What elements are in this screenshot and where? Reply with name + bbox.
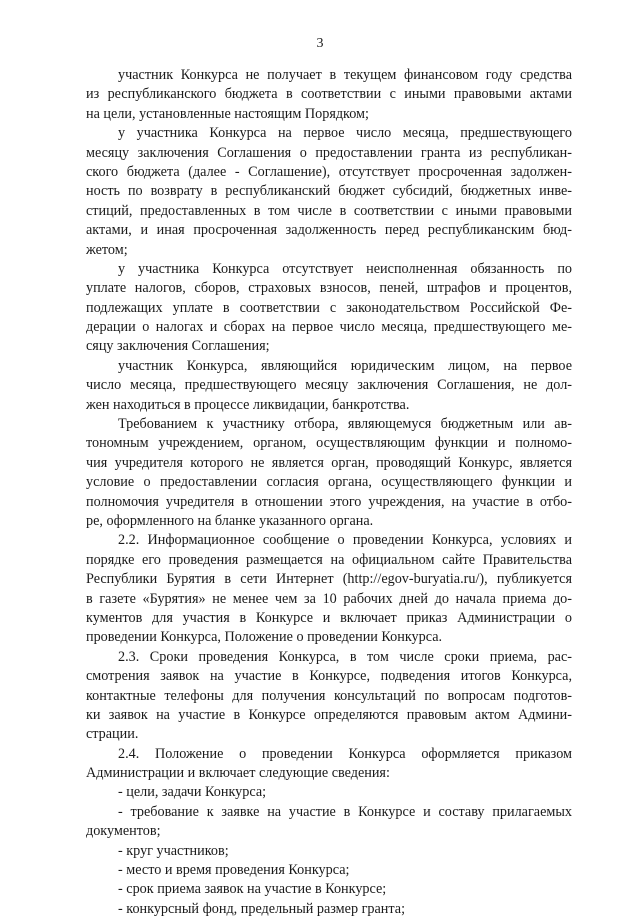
text-line: ность по возврату в республиканский бюджет субсидий, бюджетных инве- bbox=[86, 183, 572, 200]
text-line: участник Конкурса, являющийся юридическим лицом, на первое bbox=[118, 357, 572, 374]
text-line: Администрации и включает следующие сведения: bbox=[86, 765, 390, 782]
text-line: ки заявок на участие в Конкурсе определяются правовым актом Админи- bbox=[86, 706, 572, 723]
text-line: из республиканского бюджета в соответствии с иными правовыми актами bbox=[86, 86, 572, 103]
text-line: смотрения заявок на участие в Конкурсе, подведения итогов Конкурса, bbox=[86, 668, 572, 685]
text-line: - цели, задачи Конкурса; bbox=[118, 784, 267, 801]
text-line: полномочия учредителя в отношении этого учреждения, на участие в отбо- bbox=[86, 493, 572, 510]
text-line: жетом; bbox=[86, 241, 128, 258]
text-line: жен находиться в процессе ликвидации, банкротства. bbox=[86, 396, 410, 413]
text-line: - круг участников; bbox=[118, 842, 229, 859]
text-line: ского бюджета (далее - Соглашение), отсутствует просроченная задолжен- bbox=[86, 163, 572, 180]
text-line: в газете «Бурятия» не менее чем за 10 рабочих дней до начала приема до- bbox=[86, 590, 572, 607]
text-line: порядке его проведения размещается на официальном сайте Правительства bbox=[86, 551, 572, 568]
text-line: участник Конкурса не получает в текущем финансовом году средства bbox=[118, 67, 572, 83]
text-line: 2.4. Положение о проведении Конкурса оформляется приказом bbox=[118, 745, 572, 762]
text-line: сяцу заключения Соглашения; bbox=[86, 338, 270, 355]
text-line: проведении Конкурса, Положение о проведении Конкурса. bbox=[86, 629, 443, 646]
text-line: месяцу заключения Соглашения о предоставлении гранта из республикан- bbox=[86, 144, 572, 161]
text-line: 2.3. Сроки проведения Конкурса, в том числе сроки приема, рас- bbox=[118, 648, 572, 665]
text-line: тономным учреждением, органом, осуществляющим функции и полномо- bbox=[86, 435, 572, 452]
text-line: чия учредителя которого не является орган, проводящий Конкурс, является bbox=[86, 454, 572, 471]
text-line: - конкурсный фонд, предельный размер гранта; bbox=[118, 900, 406, 917]
text-line: на цели, установленные настоящим Порядком; bbox=[86, 105, 369, 122]
text-line: Республики Бурятия в сети Интернет (http://egov-buryatia.ru/), публикуется bbox=[86, 571, 572, 588]
page-number: 3 bbox=[316, 36, 324, 51]
text-line: Требованием к участнику отбора, являющемуся бюджетным или ав- bbox=[118, 416, 572, 433]
text-line: страции. bbox=[86, 726, 139, 743]
document-body bbox=[86, 66, 572, 919]
text-line: - место и время проведения Конкурса; bbox=[118, 862, 350, 879]
text-line: число месяца, предшествующего месяцу заключения Соглашения, не дол- bbox=[86, 377, 572, 394]
text-line: условие о предоставлении согласия органа, осуществляющего функции и bbox=[86, 474, 572, 491]
text-line: у участника Конкурса на первое число месяца, предшествующего bbox=[118, 125, 572, 142]
text-line: 2.2. Информационное сообщение о проведении Конкурса, условиях и bbox=[118, 532, 572, 549]
text-line: документов; bbox=[86, 823, 161, 840]
text-line: - требование к заявке на участие в Конкурсе и составу прилагаемых bbox=[118, 803, 572, 820]
text-line: ре, оформленного на бланке указанного органа. bbox=[86, 512, 374, 529]
text-line: подлежащих уплате в соответствии с законодательством Российской Фе- bbox=[86, 299, 572, 316]
text-line: дерации о налогах и сборах на первое число месяца, предшествующего ме- bbox=[86, 319, 572, 336]
text-line: у участника Конкурса отсутствует неисполненная обязанность по bbox=[118, 260, 572, 277]
text-line: кументов для участия в Конкурсе и включает приказ Администрации о bbox=[86, 609, 572, 626]
text-line: стиций, предоставленных в том числе в соответствии с иными правовыми bbox=[86, 202, 572, 219]
text-line: - срок приема заявок на участие в Конкурсе; bbox=[118, 881, 387, 898]
text-line: контактные телефоны для получения консультаций по вопросам подготов- bbox=[86, 687, 572, 704]
text-line: уплате налогов, сборов, страховых взносов, пеней, штрафов и процентов, bbox=[86, 280, 572, 297]
text-line: актами, и иная просроченная задолженность перед республиканским бюд- bbox=[86, 222, 572, 239]
